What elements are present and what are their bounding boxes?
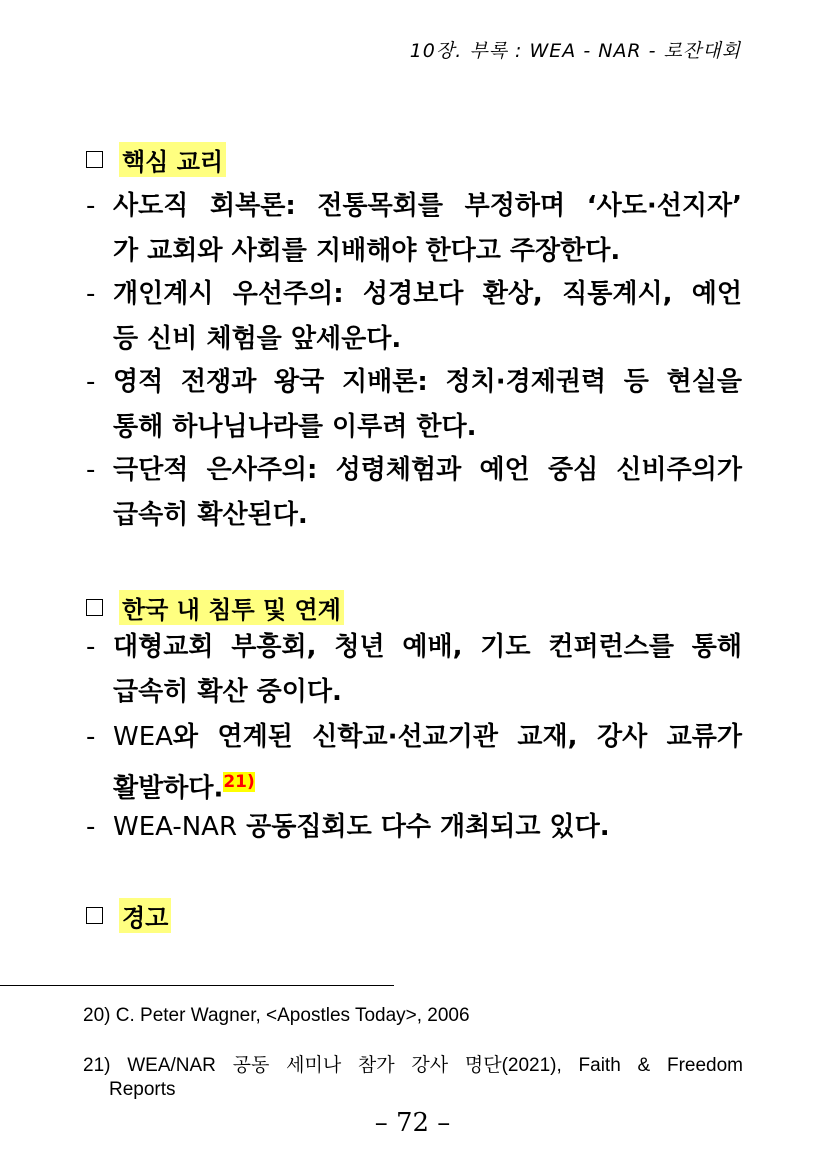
footnote-divider: [0, 985, 394, 986]
item-text: 극단적 은사주의: 성령체험과 예언 중심 신비주의가: [113, 455, 742, 485]
footnote-21: 21) WEA/NAR 공동 세미나 참가 강사 명단(2021), Faith & Freedom: [83, 1055, 743, 1076]
item-text-latin: WEA: [113, 722, 173, 752]
list-item: - 극단적 은사주의: 성령체험과 예언 중심 신비주의가 급속히 확산된다.: [86, 448, 742, 538]
list-item: - 사도직 회복론: 전통목회를 부정하며 ‘사도·선지자’ 가 교회와 사회를 지배해야 한다고 주장한다.: [86, 184, 742, 274]
item-text: 사도직 회복론: 전통목회를 부정하며 ‘사도·선지자’: [113, 191, 742, 221]
item-text-cont: 가 교회와 사회를 지배해야 한다고 주장한다.: [113, 236, 621, 266]
footnote-ref-21[interactable]: 21): [223, 772, 255, 792]
list-item: - 영적 전쟁과 왕국 지배론: 정치·경제권력 등 현실을 통해 하나님나라를 이루려 한다.: [86, 360, 742, 450]
list-item: - 개인계시 우선주의: 성경보다 환상, 직통계시, 예언 등 신비 체험을 앞세운다.: [86, 272, 742, 362]
item-text: 개인계시 우선주의: 성경보다 환상, 직통계시, 예언: [113, 279, 742, 309]
item-text-cont: 등 신비 체험을 앞세운다.: [113, 324, 402, 354]
section-heading-core-doctrine: [86, 142, 226, 177]
list-item: - 대형교회 부흥회, 청년 예배, 기도 컨퍼런스를 통해 급속히 확산 중이다.: [86, 625, 742, 715]
footnote-20: 20) C. Peter Wagner, <Apostles Today>, 2006: [83, 1005, 470, 1026]
checkbox-icon: [86, 907, 103, 924]
item-text: 대형교회 부흥회, 청년 예배, 기도 컨퍼런스를 통해: [113, 632, 742, 662]
checkbox-icon: [86, 599, 103, 616]
footnote-21-cont: Reports: [109, 1079, 176, 1100]
running-header: 10장. 부록 : WEA - NAR - 로잔대회: [409, 40, 741, 62]
section-title: 핵심 교리: [119, 142, 226, 177]
item-text-cont: 급속히 확산된다.: [113, 500, 308, 530]
page-number: – 72 –: [374, 1108, 451, 1138]
checkbox-icon: [86, 151, 103, 168]
item-text-cont: 통해 하나님나라를 이루려 한다.: [113, 412, 477, 442]
list-item: - WEA와 연계된 신학교·선교기관 교재, 강사 교류가 활발하다.$^{21)}$: [86, 722, 742, 804]
list-item: - WEA-NAR 공동집회도 다수 개최되고 있다.: [86, 812, 610, 842]
item-text: 공동집회도 다수 개최되고 있다.: [237, 812, 610, 842]
section-title: 한국 내 침투 및 연계: [119, 590, 344, 625]
section-heading-warning: [86, 898, 171, 933]
item-text-cont: 급속히 확산 중이다.: [113, 677, 342, 707]
item-text: 와 연계된 신학교·선교기관 교재, 강사 교류가: [172, 722, 742, 752]
section-title: 경고: [119, 898, 171, 933]
item-text-latin: WEA-NAR: [113, 812, 238, 842]
item-text-cont: 활발하다.: [113, 773, 224, 804]
item-text: 영적 전쟁과 왕국 지배론: 정치·경제권력 등 현실을: [113, 367, 742, 397]
section-heading-korea-infiltration: [86, 590, 344, 625]
